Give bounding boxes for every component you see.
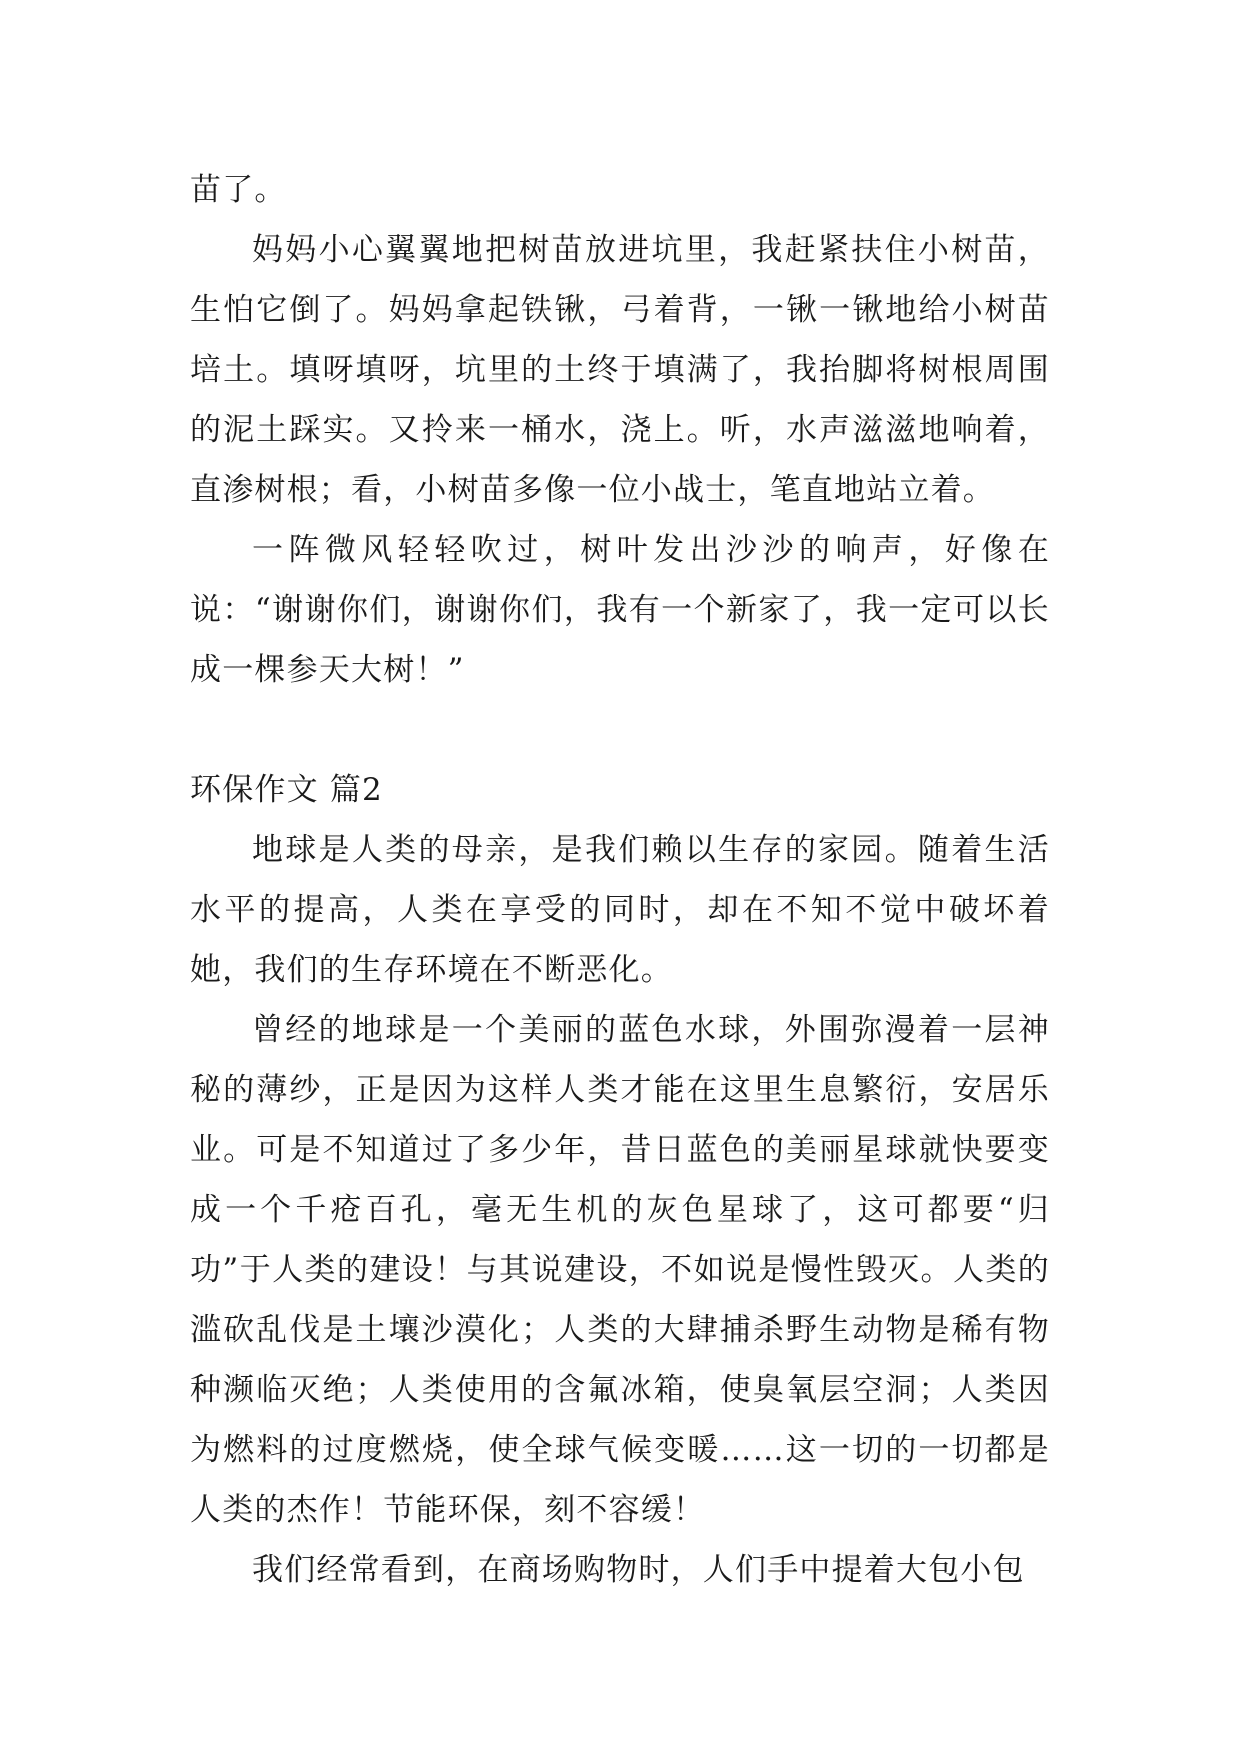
section-heading: 环保作文 篇2 [190, 772, 383, 808]
paragraph-earth-mother: 地球是人类的母亲，是我们赖以生存的家园。随着生活水平的提高，人类在享受的同时，却在不知不觉中破坏着她，我们的生存环境在不断恶化。 [190, 832, 1050, 988]
paragraph-blue-planet: 曾经的地球是一个美丽的蓝色水球，外围弥漫着一层神秘的薄纱，正是因为这样人类才能在这里生息繁衍，安居乐业。可是不知道过了多少年，昔日蓝色的美丽星球就快要变成一个千疮百孔，毫无生机的灰色星球了，这可都要“归功”于人类的建设！与其说建设，不如说是慢性毁灭。人类的滥砍乱伐是土壤沙漠化；人类的大肆捕杀野生动物是稀有物种濒临灭绝；人类使用的含氟冰箱，使臭氧层空洞；人类因为燃料的过度燃烧，使全球气候变暖……这一切的一切都是人类的杰作！节能环保，刻不容缓！ [190, 1012, 1050, 1528]
paragraph-shopping: 我们经常看到，在商场购物时，人们手中提着大包小包 [252, 1552, 1025, 1588]
paragraph-planting-tree: 妈妈小心翼翼地把树苗放进坑里，我赶紧扶住小树苗，生怕它倒了。妈妈拿起铁锹，弓着背，一锹一锹地给小树苗培土。填呀填呀，坑里的土终于填满了，我抬脚将树根周围的泥土踩实。又拎来一桶水，浇上。听，水声滋滋地响着，直渗树根；看，小树苗多像一位小战士，笔直地站立着。 [190, 232, 1050, 508]
paragraph-continuation: 苗了。 [190, 172, 287, 208]
document-body [190, 160, 1050, 1600]
paragraph-breeze: 一阵微风轻轻吹过，树叶发出沙沙的响声，好像在说：“谢谢你们，谢谢你们，我有一个新家了，我一定可以长成一棵参天大树！” [190, 532, 1050, 688]
